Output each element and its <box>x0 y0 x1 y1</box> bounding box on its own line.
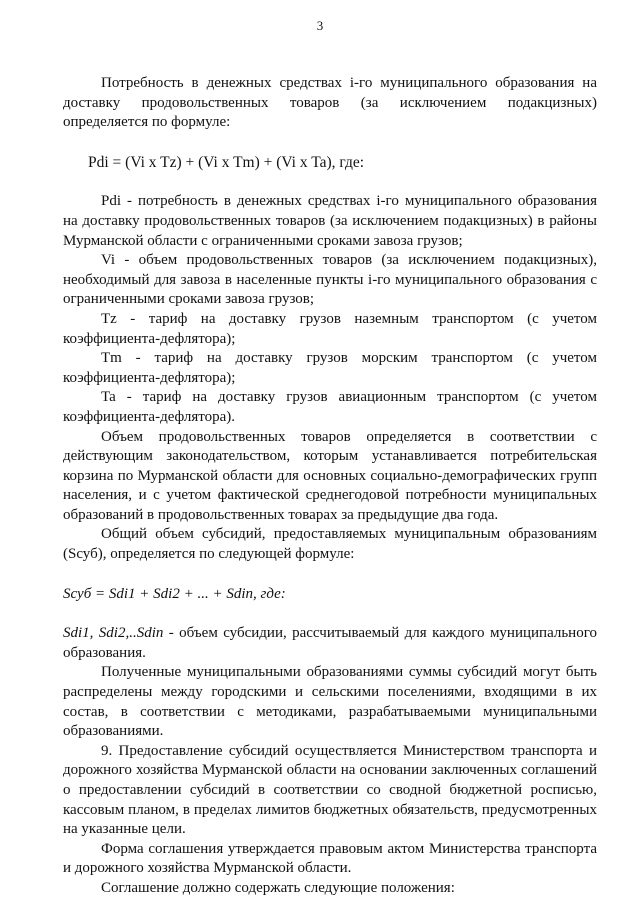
definition-pdi: Pdi - потребность в денежных средствах i-го муниципального образования на доставку продовольственных товаров (за исключением подакцизных) в районы Мурманской области с ограниченными сроками завоза грузов; <box>63 193 597 249</box>
paragraph-received-sums: Полученные муниципальными образованиями суммы субсидий могут быть распределены между городскими и сельскими поселениями, входящими в их состав, в соответствии с методиками, разрабатываемыми муниципальными образованиями. <box>63 664 597 740</box>
paragraph-need-formula-intro: Потребность в денежных средствах i-го муниципального образования на доставку продовольственных товаров (за исключением подакцизных) определяется по формуле: <box>63 75 597 131</box>
paragraph-total-subsidies: Общий объем субсидий, предоставляемых муниципальным образованиям (Sсуб), определяется по следующей формуле: <box>63 526 597 563</box>
paragraph-agreement-form: Форма соглашения утверждается правовым актом Министерства транспорта и дорожного хозяйства Мурманской области. <box>63 840 597 877</box>
definition-tz: Tz - тариф на доставку грузов наземным транспортом (с учетом коэффициента-дефлятора); <box>63 310 597 347</box>
definition-sdi <box>63 624 597 663</box>
sdi-description: - объем субсидии, рассчитываемый для каждого муниципального образования. <box>63 625 597 661</box>
page-number: 3 <box>316 18 324 33</box>
paragraph-9: 9. Предоставление субсидий осуществляется Министерством транспорта и дорожного хозяйства Мурманской области на основании заключенных соглашений о предоставлении субсидий в соответствии со сводной бюджетной росписью, кассовым планом, в пределах лимитов бюджетных обязательств, предусмотренных на указанные цели. <box>63 742 597 838</box>
paragraph-volume: Объем продовольственных товаров определяется в соответствии с действующим законодательством, которым устанавливается потребительская корзина по Мурманской области для основных социально-демографических групп населения, и с учетом фактической среднегодовой потребности муниципальных образований в продовольственных товарах за предыдущие два года. <box>63 428 597 523</box>
formula-pdi: Pdi = (Vi x Tz) + (Vi x Tm) + (Vi x Ta), где: <box>88 153 365 171</box>
definition-ta: Ta - тариф на доставку грузов авиационным транспортом (с учетом коэффициента-дефлятора). <box>63 389 597 425</box>
definition-tm: Tm - тариф на доставку грузов морским транспортом (с учетом коэффициента-дефлятора); <box>63 350 597 386</box>
sdi-symbols: Sdi1, Sdi2,..Sdin <box>63 625 164 642</box>
paragraph-agreement-content: Соглашение должно содержать следующие положения: <box>101 879 455 896</box>
definition-vi: Vi - объем продовольственных товаров (за исключением подакцизных), необходимый для завоза в населенные пункты i-го муниципального образования с ограниченными сроками завоза грузов; <box>63 252 597 308</box>
document-body <box>63 74 597 899</box>
formula-total-subsidies: Sсуб = Sdi1 + Sdi2 + ... + Sdin, где: <box>63 585 286 602</box>
